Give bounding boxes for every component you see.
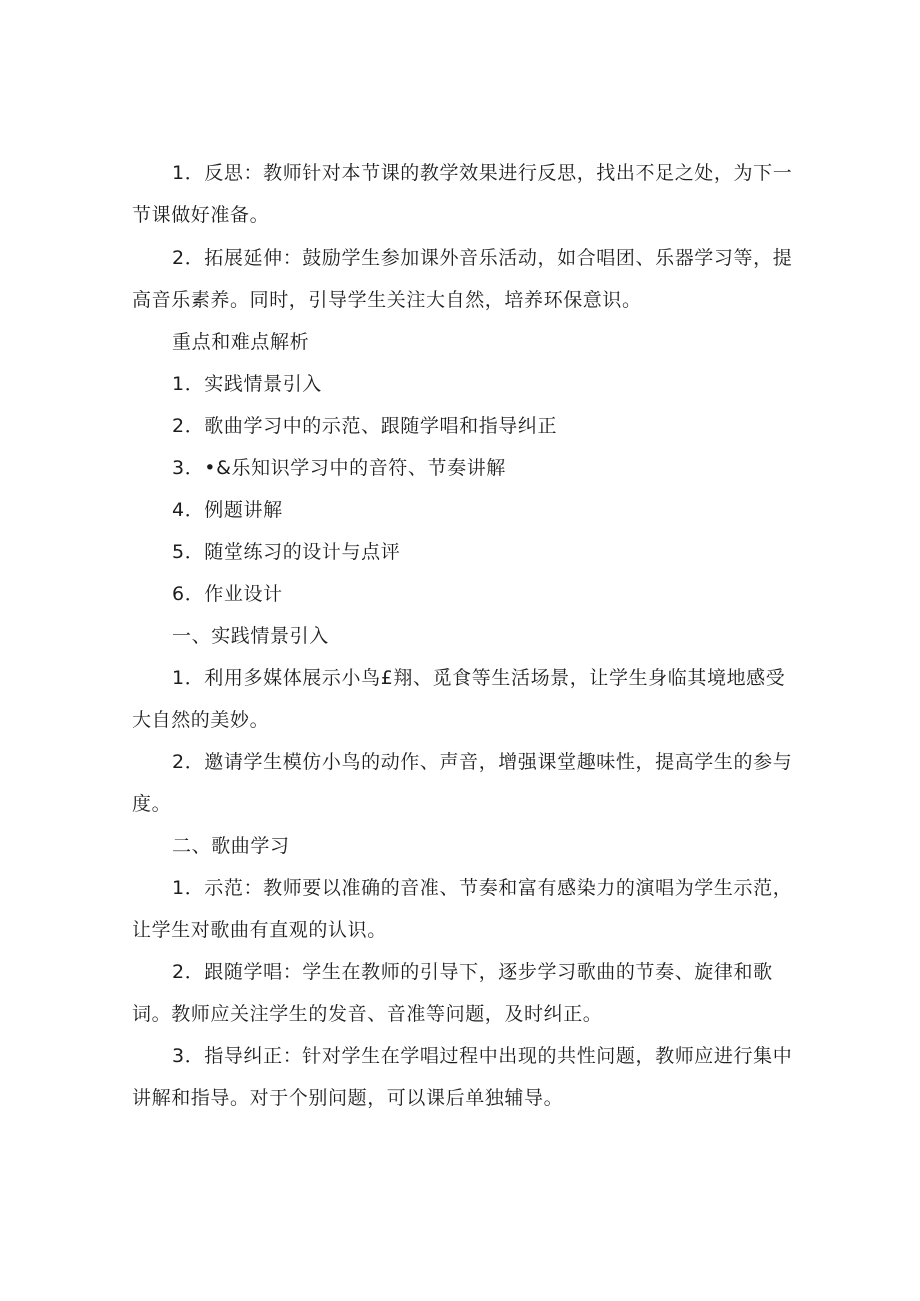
list-item: 4．例题讲解 — [172, 499, 283, 521]
paragraph-correction: 3．指导纠正：针对学生在学唱过程中出现的共性问题，教师应进行集中讲解和指导。对于个别问题，可以课后单独辅导。 — [132, 1045, 793, 1109]
section-heading-key-points: 重点和难点解析 — [172, 331, 310, 353]
paragraph-demonstration: 1．示范：教师要以准确的音准、节奏和富有感染力的演唱为学生示范，让学生对歌曲有直观的认识。 — [132, 877, 793, 941]
section-heading-song-learning: 二、歌曲学习 — [172, 835, 290, 857]
section-heading-scenario: 一、实践情景引入 — [172, 625, 329, 647]
list-item: 1．实践情景引入 — [172, 373, 322, 395]
paragraph-extension: 2．拓展延伸：鼓励学生参加课外音乐活动，如合唱团、乐器学习等，提高音乐素养。同时，引导学生关注大自然，培养环保意识。 — [132, 247, 793, 311]
paragraph-imitation: 2．邀请学生模仿小鸟的动作、声音，增强课堂趣味性，提高学生的参与度。 — [132, 751, 793, 815]
list-item: 6．作业设计 — [172, 583, 283, 605]
list-item: 3．•&乐知识学习中的音符、节奏讲解 — [172, 457, 506, 479]
list-item: 5．随堂练习的设计与点评 — [172, 541, 401, 563]
paragraph-multimedia: 1．利用多媒体展示小鸟£翔、觅食等生活场景，让学生身临其境地感受大自然的美妙。 — [132, 667, 786, 731]
paragraph-follow-singing: 2．跟随学唱：学生在教师的引导下，逐步学习歌曲的节奏、旋律和歌词。教师应关注学生的发音、音准等问题，及时纠正。 — [132, 961, 773, 1025]
list-item: 2．歌曲学习中的示范、跟随学唱和指导纠正 — [172, 415, 558, 437]
paragraph-reflection: 1．反思：教师针对本节课的教学效果进行反思，找出不足之处，为下一节课做好准备。 — [132, 162, 793, 226]
